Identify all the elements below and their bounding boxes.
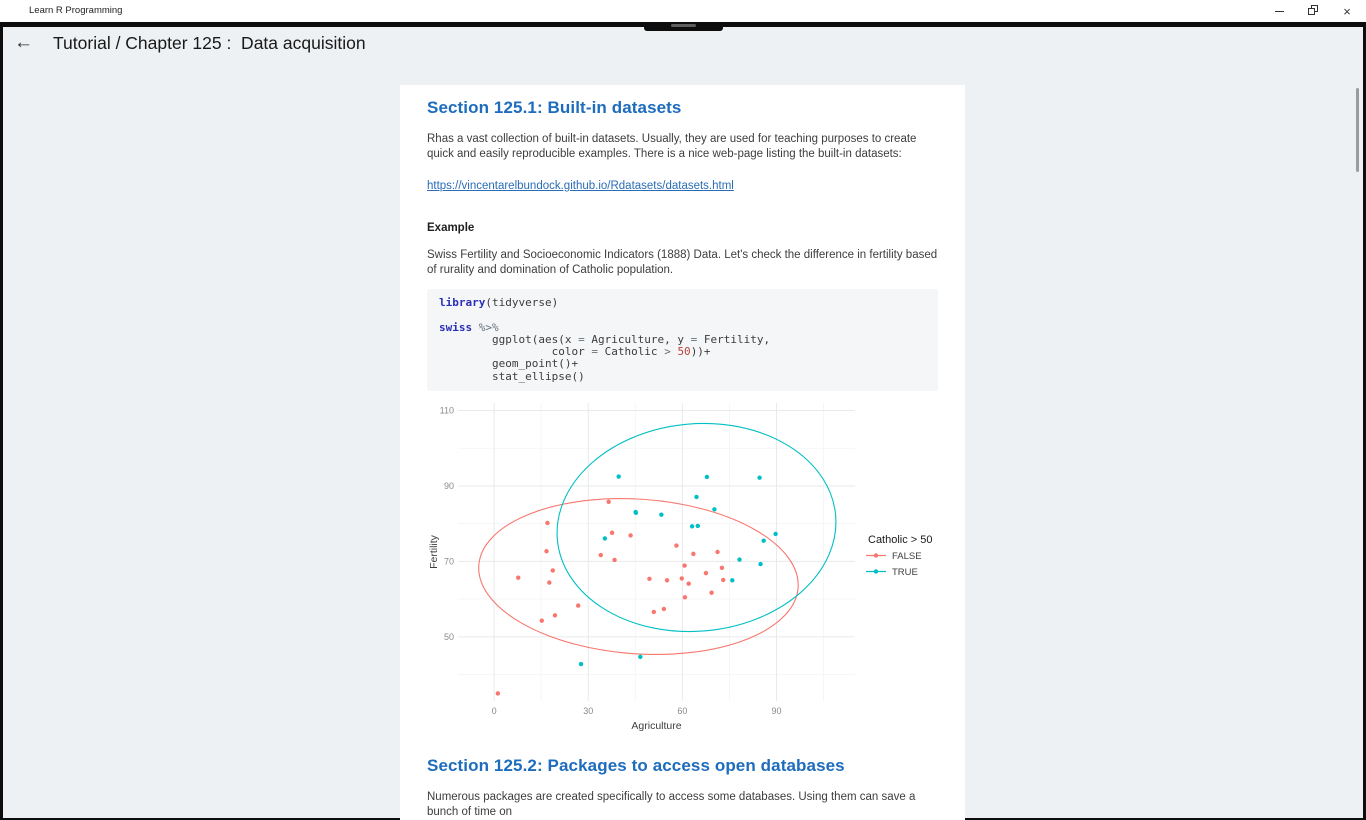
legend-label: TRUE [892, 567, 918, 579]
section-2-body: Numerous packages are created specifically to access some databases. Using them can save a bunch of time on [427, 791, 916, 819]
code-line [439, 309, 926, 321]
data-point-false [547, 580, 551, 584]
data-point-true [757, 476, 761, 480]
data-point-false [652, 610, 656, 614]
data-point-true [634, 511, 638, 515]
restore-button[interactable] [1296, 0, 1330, 22]
data-point-true [696, 524, 700, 528]
code-line: ggplot(aes(x = Agriculture, y = Fertility, [439, 332, 771, 346]
example-description: Swiss Fertility and Socioeconomic Indicators (1888) Data. Let's check the difference in fertility based of rurality and domination of Catholic population. [427, 249, 938, 276]
x-tick-label: 0 [491, 706, 497, 717]
data-point-true [730, 578, 734, 582]
r-code-block [427, 289, 938, 391]
data-point-false [612, 558, 616, 562]
data-point-true [737, 557, 741, 561]
data-point-false [516, 576, 520, 580]
x-axis-title: Agriculture [631, 720, 682, 733]
data-point-false [545, 521, 549, 525]
code-line: stat_ellipse() [439, 369, 585, 383]
data-point-true [712, 507, 716, 511]
data-point-true [694, 495, 698, 499]
chart-container [428, 401, 938, 738]
data-point-false [551, 568, 555, 572]
window-title: Learn R Programming [29, 5, 123, 16]
data-point-false [683, 595, 687, 599]
data-point-true [690, 524, 694, 528]
x-tick-label: 90 [771, 706, 782, 717]
data-point-false [606, 500, 610, 504]
legend-key-point [874, 553, 878, 557]
data-point-false [576, 603, 580, 607]
window-controls [1262, 0, 1364, 22]
data-point-true [705, 475, 709, 479]
example-label: Example [427, 222, 475, 234]
tutorial-content-card [400, 85, 965, 820]
titlebar-drag-notch[interactable] [644, 22, 723, 31]
data-point-false [709, 591, 713, 595]
y-tick-label: 70 [443, 556, 454, 567]
minimize-button[interactable] [1262, 0, 1296, 22]
x-tick-label: 60 [677, 706, 688, 717]
y-tick-label: 50 [443, 631, 454, 642]
data-point-true [638, 655, 642, 659]
data-point-false [704, 571, 708, 575]
x-tick-label: 30 [583, 706, 594, 717]
fertility-agriculture-scatter-plot [428, 401, 963, 733]
code-line: color = Catholic > 50))+ [439, 345, 711, 359]
close-button[interactable] [1330, 0, 1364, 22]
data-point-true [761, 539, 765, 543]
data-point-false [628, 533, 632, 537]
restore-icon [1309, 7, 1317, 15]
data-point-false [544, 549, 548, 553]
data-point-false [647, 577, 651, 581]
legend-key-point [874, 569, 878, 573]
data-point-false [540, 619, 544, 623]
data-point-false [721, 578, 725, 582]
data-point-false [715, 550, 719, 554]
app-frame [0, 27, 1366, 820]
drag-handle-icon [671, 24, 696, 27]
datasets-link-row [427, 176, 938, 194]
data-point-false [680, 576, 684, 580]
y-tick-label: 90 [443, 481, 454, 492]
data-point-false [686, 582, 690, 586]
data-point-false [674, 543, 678, 547]
data-point-true [659, 513, 663, 517]
data-point-false [662, 607, 666, 611]
plot-panel [458, 403, 855, 701]
y-axis-title: Fertility [428, 535, 440, 569]
data-point-true [616, 474, 620, 478]
close-icon: × [1343, 3, 1351, 19]
legend-label: FALSE [892, 551, 922, 563]
data-point-false [553, 613, 557, 617]
data-point-false [610, 531, 614, 535]
section-1-heading: Section 125.1: Built-in datasets [427, 98, 682, 117]
back-arrow-icon[interactable]: ← [14, 32, 33, 53]
code-line: swiss %>% [439, 320, 499, 334]
code-line: geom_point()+ [439, 357, 579, 371]
legend-title: Catholic > 50 [868, 534, 933, 547]
data-point-false [720, 566, 724, 570]
data-point-false [496, 691, 500, 695]
section-1-intro: Rhas a vast collection of built-in datasets. Usually, they are used for teaching purposes to create quick and easily reproducible examples. There is a nice web-page listing the built-in datasets: [427, 133, 917, 160]
page-title: Tutorial / Chapter 125 : Data acquisition [53, 33, 366, 53]
data-point-false [665, 578, 669, 582]
rdatasets-link[interactable]: https://vincentarelbundock.github.io/Rdatasets/datasets.html [427, 180, 734, 192]
data-point-false [599, 553, 603, 557]
data-point-false [691, 552, 695, 556]
data-point-false [682, 563, 686, 567]
section-2-heading: Section 125.2: Packages to access open databases [427, 756, 845, 776]
minimize-icon [1275, 11, 1284, 12]
y-tick-label: 110 [439, 405, 454, 416]
vertical-scrollbar-thumb[interactable] [1356, 88, 1359, 172]
data-point-true [758, 562, 762, 566]
data-point-true [603, 536, 607, 540]
data-point-true [773, 532, 777, 536]
code-line: library(tidyverse) [439, 296, 559, 309]
app-header [3, 27, 1363, 67]
data-point-true [579, 662, 583, 666]
window-titlebar[interactable] [0, 0, 1366, 22]
